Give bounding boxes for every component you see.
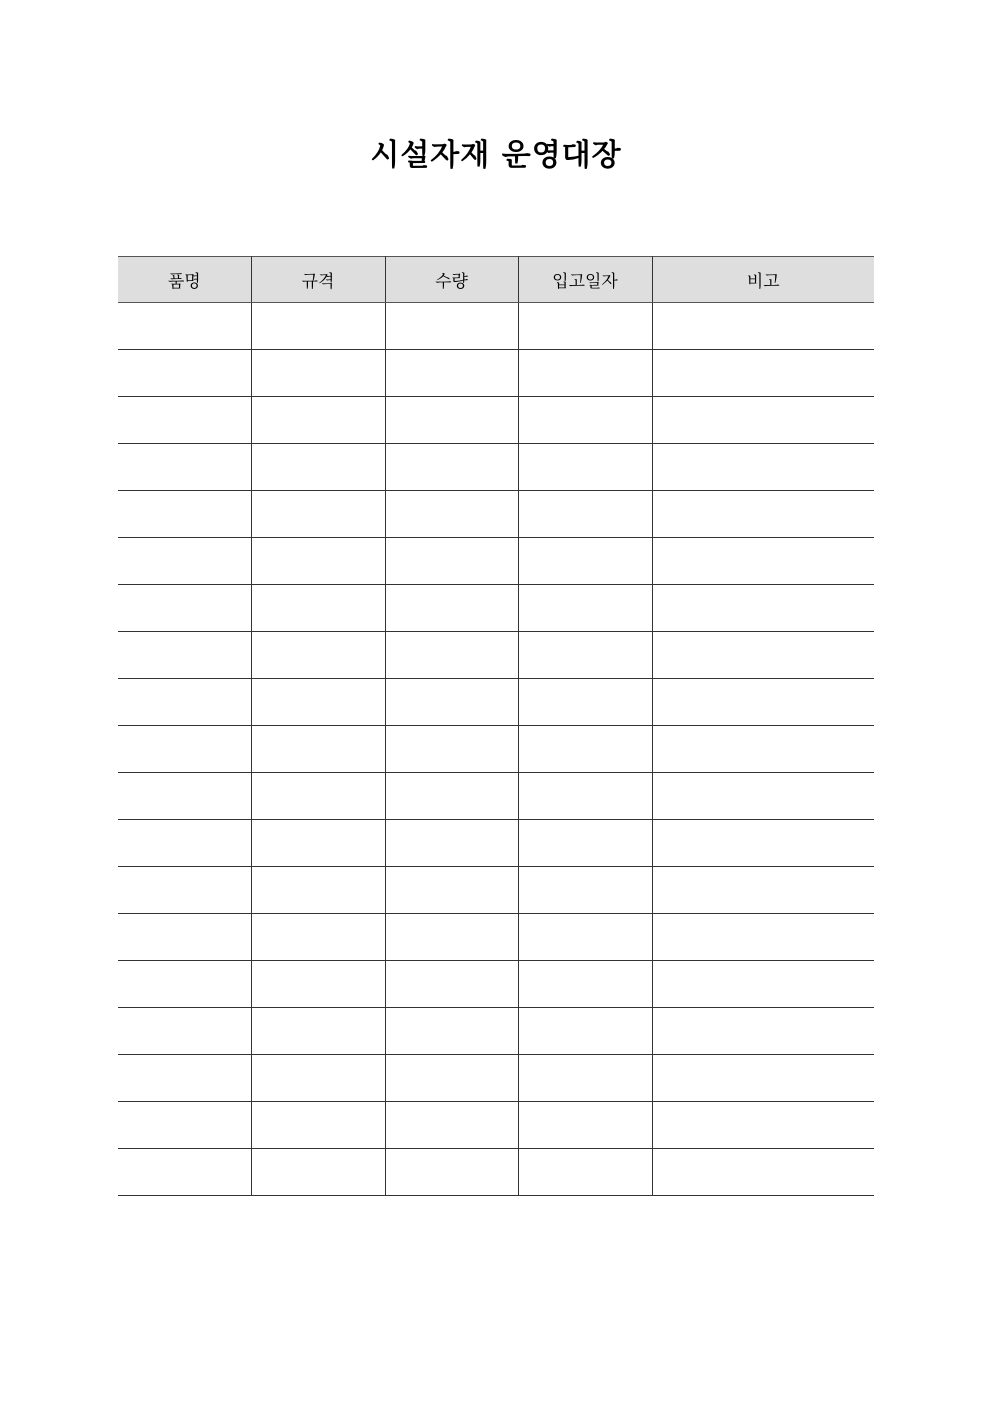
cell-receipt-date[interactable]: [518, 1149, 652, 1196]
cell-receipt-date[interactable]: [518, 585, 652, 632]
cell-quantity[interactable]: [385, 444, 518, 491]
cell-receipt-date[interactable]: [518, 538, 652, 585]
cell-quantity[interactable]: [385, 1008, 518, 1055]
cell-remarks[interactable]: [652, 1102, 874, 1149]
cell-item-name[interactable]: [118, 961, 251, 1008]
header-remarks: 비고: [652, 257, 874, 303]
cell-remarks[interactable]: [652, 820, 874, 867]
cell-receipt-date[interactable]: [518, 491, 652, 538]
cell-remarks[interactable]: [652, 632, 874, 679]
cell-remarks[interactable]: [652, 867, 874, 914]
table-row: [118, 867, 874, 914]
table-row: [118, 961, 874, 1008]
cell-quantity[interactable]: [385, 538, 518, 585]
cell-quantity[interactable]: [385, 1102, 518, 1149]
cell-specification[interactable]: [251, 397, 385, 444]
cell-specification[interactable]: [251, 1008, 385, 1055]
table-row: [118, 632, 874, 679]
cell-receipt-date[interactable]: [518, 1008, 652, 1055]
cell-quantity[interactable]: [385, 961, 518, 1008]
cell-specification[interactable]: [251, 961, 385, 1008]
cell-specification[interactable]: [251, 726, 385, 773]
cell-receipt-date[interactable]: [518, 961, 652, 1008]
cell-specification[interactable]: [251, 632, 385, 679]
inventory-ledger-table: [118, 256, 874, 1196]
cell-remarks[interactable]: [652, 961, 874, 1008]
cell-remarks[interactable]: [652, 773, 874, 820]
cell-quantity[interactable]: [385, 820, 518, 867]
cell-receipt-date[interactable]: [518, 773, 652, 820]
cell-receipt-date[interactable]: [518, 444, 652, 491]
cell-specification[interactable]: [251, 538, 385, 585]
cell-item-name[interactable]: [118, 632, 251, 679]
cell-receipt-date[interactable]: [518, 632, 652, 679]
table-row: [118, 397, 874, 444]
table-row: [118, 350, 874, 397]
cell-remarks[interactable]: [652, 491, 874, 538]
cell-item-name[interactable]: [118, 585, 251, 632]
header-row: [118, 257, 874, 303]
table-row: [118, 1149, 874, 1196]
cell-specification[interactable]: [251, 1149, 385, 1196]
cell-receipt-date[interactable]: [518, 867, 652, 914]
table-row: [118, 726, 874, 773]
cell-item-name[interactable]: [118, 1008, 251, 1055]
cell-receipt-date[interactable]: [518, 726, 652, 773]
cell-remarks[interactable]: [652, 350, 874, 397]
table-row: [118, 1008, 874, 1055]
header-quantity: 수량: [385, 257, 518, 303]
cell-remarks[interactable]: [652, 397, 874, 444]
cell-quantity[interactable]: [385, 773, 518, 820]
cell-specification[interactable]: [251, 303, 385, 350]
cell-item-name[interactable]: [118, 679, 251, 726]
cell-quantity[interactable]: [385, 303, 518, 350]
cell-item-name[interactable]: [118, 726, 251, 773]
cell-item-name[interactable]: [118, 773, 251, 820]
table-row: [118, 820, 874, 867]
cell-item-name[interactable]: [118, 397, 251, 444]
cell-quantity[interactable]: [385, 397, 518, 444]
document-title: 시설자재 운영대장: [370, 138, 622, 173]
cell-remarks[interactable]: [652, 1149, 874, 1196]
cell-item-name[interactable]: [118, 538, 251, 585]
cell-receipt-date[interactable]: [518, 1055, 652, 1102]
cell-specification[interactable]: [251, 350, 385, 397]
cell-quantity[interactable]: [385, 867, 518, 914]
cell-remarks[interactable]: [652, 914, 874, 961]
cell-item-name[interactable]: [118, 350, 251, 397]
cell-item-name[interactable]: [118, 1149, 251, 1196]
cell-specification[interactable]: [251, 1102, 385, 1149]
table-row: [118, 1055, 874, 1102]
table-row: [118, 679, 874, 726]
cell-specification[interactable]: [251, 444, 385, 491]
cell-item-name[interactable]: [118, 1055, 251, 1102]
cell-quantity[interactable]: [385, 585, 518, 632]
cell-receipt-date[interactable]: [518, 679, 652, 726]
cell-quantity[interactable]: [385, 1055, 518, 1102]
table-row: [118, 773, 874, 820]
cell-receipt-date[interactable]: [518, 350, 652, 397]
cell-remarks[interactable]: [652, 538, 874, 585]
cell-remarks[interactable]: [652, 444, 874, 491]
table-row: [118, 1102, 874, 1149]
cell-remarks[interactable]: [652, 1008, 874, 1055]
cell-receipt-date[interactable]: [518, 820, 652, 867]
header-receipt-date: 입고일자: [518, 257, 652, 303]
cell-specification[interactable]: [251, 914, 385, 961]
cell-quantity[interactable]: [385, 491, 518, 538]
cell-item-name[interactable]: [118, 1102, 251, 1149]
cell-specification[interactable]: [251, 679, 385, 726]
cell-receipt-date[interactable]: [518, 914, 652, 961]
cell-receipt-date[interactable]: [518, 303, 652, 350]
cell-remarks[interactable]: [652, 303, 874, 350]
table-row: [118, 585, 874, 632]
cell-remarks[interactable]: [652, 1055, 874, 1102]
cell-quantity[interactable]: [385, 679, 518, 726]
cell-remarks[interactable]: [652, 679, 874, 726]
header-item-name: 품명: [118, 257, 251, 303]
cell-specification[interactable]: [251, 820, 385, 867]
cell-item-name[interactable]: [118, 820, 251, 867]
cell-specification[interactable]: [251, 585, 385, 632]
cell-item-name[interactable]: [118, 491, 251, 538]
cell-specification[interactable]: [251, 1055, 385, 1102]
cell-quantity[interactable]: [385, 1149, 518, 1196]
table-row: [118, 538, 874, 585]
cell-remarks[interactable]: [652, 726, 874, 773]
table-row: [118, 491, 874, 538]
cell-remarks[interactable]: [652, 585, 874, 632]
table-row: [118, 914, 874, 961]
cell-quantity[interactable]: [385, 632, 518, 679]
cell-receipt-date[interactable]: [518, 1102, 652, 1149]
table-row: [118, 303, 874, 350]
cell-quantity[interactable]: [385, 350, 518, 397]
ledger-body: [118, 303, 874, 1196]
cell-item-name[interactable]: [118, 867, 251, 914]
cell-specification[interactable]: [251, 491, 385, 538]
cell-specification[interactable]: [251, 867, 385, 914]
cell-item-name[interactable]: [118, 914, 251, 961]
cell-quantity[interactable]: [385, 726, 518, 773]
cell-item-name[interactable]: [118, 444, 251, 491]
header-specification: 규격: [251, 257, 385, 303]
cell-specification[interactable]: [251, 773, 385, 820]
cell-receipt-date[interactable]: [518, 397, 652, 444]
table-row: [118, 444, 874, 491]
cell-item-name[interactable]: [118, 303, 251, 350]
cell-quantity[interactable]: [385, 914, 518, 961]
